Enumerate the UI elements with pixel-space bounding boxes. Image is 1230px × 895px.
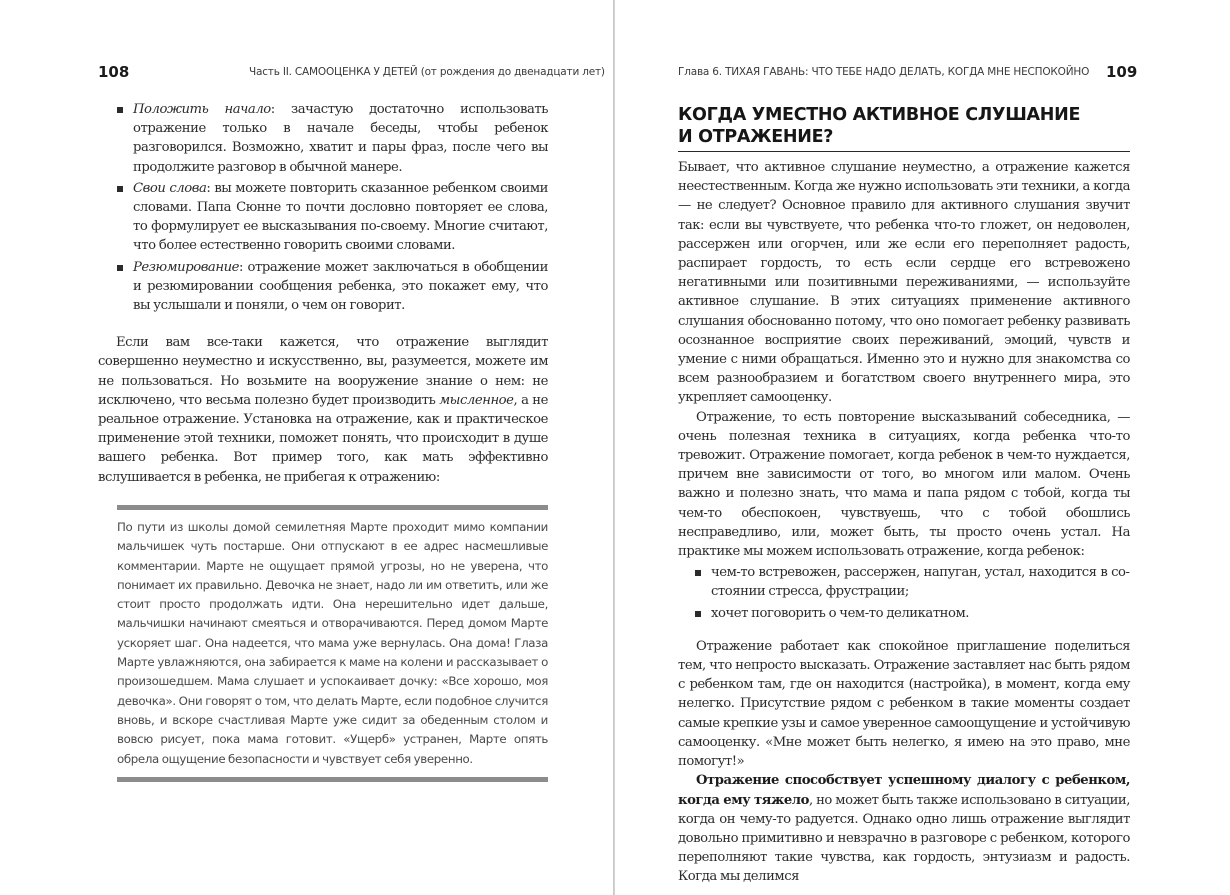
square-bullet-icon	[117, 186, 123, 192]
square-bullet-icon	[117, 265, 123, 271]
paragraph-bold-lead: Отражение способствует успешному диалогу с ребенком, когда ему тяжело	[678, 773, 1130, 808]
body-paragraph	[98, 333, 548, 487]
situation-list	[678, 563, 1130, 623]
list-item-term: Резюмирование	[133, 259, 239, 275]
body-paragraph: Бывает, что активное слушание неуместно, а отражение кажется неестественным. Когда же нужно использовать эти техники, а когда — не следует? Основное правило для активного слушания звучит так: если вы чувствуете, что ребенка что-то гложет, он недоволен, рассержен или огорчен, или же если его переполняет радость, распирает гордость, то есть если сердце его встревожено негативными или позитивными переживаниями, — используйте активное слушание. В этих ситуациях применение активного слушания обоснованно потому, что оно помогает ребенку развивать осознанное восприятие своих переживаний, эмоций, чувств и умение с ними обращаться. Именно это и нужно для знакомства со всем разнообразием и богатством своего внутреннего мира, это укрепляет самооценку.	[678, 160, 1130, 406]
body-paragraph	[678, 771, 1130, 886]
right-body	[678, 104, 1130, 887]
list-item	[98, 179, 548, 256]
section-title-line: И ОТРАЖЕНИЕ?	[678, 127, 834, 147]
paragraph-text: , а не реальное отражение. Установка на отражение, как и практическое применение этой техники, поможет понять, что происходит в душе вашего ребенка. Вот пример того, как мать эффективно вслушивается в ребенка, не прибегая к отражению:	[98, 392, 548, 485]
list-item-text: : зачастую достаточно использовать отражение только в начале беседы, чтобы ребенок разговорился. Возможно, хватит и пары фраз, после чего вы продолжите разговор в обычной манере.	[133, 102, 549, 175]
list-item	[678, 604, 1130, 623]
example-box	[117, 505, 548, 782]
list-item	[98, 258, 548, 316]
list-item-text: хочет поговорить о чем-то деликатном.	[711, 605, 970, 621]
list-item	[98, 100, 548, 177]
square-bullet-icon	[695, 611, 701, 617]
right-text	[678, 158, 1130, 887]
right-page	[615, 0, 1230, 895]
example-box-text: По пути из школы домой семилетняя Марте проходит мимо компании мальчишек чуть постарше. Они отпускают в ее адрес насмешливые комментарии. Марте не ощущает прямой угрозы, но не уверена, что понимает их правильно. Девочка не знает, надо ли им ответить, или же стоит просто продолжать идти. Она нерешительно идет дальше, мальчишки начинают смеяться и отворачиваются. Перед домом Марте ускоряет шаг. Она надеется, что мама уже вернулась. Она дома! Глаза Марте увлажняются, она забирается к маме на колени и рассказывает о произошедшем. Мама слушает и успокаивает дочку: «Все хорошо, моя девочка». Они говорят о том, что делать Марте, если подобное случится вновь, и вскоре счастливая Марте уже сидит за обеденным столом и вовсю рисует, пока мама готовит. «Ущерб» устранен, Марте опять обрела ощущение безопасности и чувствует себя уверенно.	[117, 520, 548, 766]
technique-list	[98, 100, 548, 315]
running-head-right: Глава 6. ТИХАЯ ГАВАНЬ: ЧТО ТЕБЕ НАДО ДЕЛАТЬ, КОГДА МНЕ НЕСПОКОЙНО	[678, 66, 1090, 78]
page-number-right: 109	[1106, 63, 1138, 81]
paragraph-emphasis: мысленное	[439, 392, 514, 408]
paragraph-text: Если вам все-таки кажется, что отражение выглядит совершенно неуместно и искусственно, вы, разумеется, можете им не пользоваться. Но возьмите на вооружение знание о нем: не исключено, что весьма полезно будет производить	[98, 335, 548, 408]
body-paragraph: Отражение, то есть повторение высказываний собеседника, — очень полезная техника в ситуациях, когда ребенка что-то тревожит. Отражение помогает, когда ребенок в чем-то нуждается, причем вне зависимости от того, во многом или малом. Очень важно и полезно знать, что мама и папа рядом с тобой, когда ты чем-то обеспокоен, чувствуешь, что с тобой обошлись несправедливо, или, может быть, ты просто очень устал. На практике мы можем использовать отражение, когда ребенок:	[678, 409, 1130, 560]
square-bullet-icon	[695, 570, 701, 576]
list-item	[678, 563, 1130, 601]
square-bullet-icon	[117, 107, 123, 113]
list-item-term: Свои слова	[133, 180, 207, 196]
list-item-text: : вы можете повторить сказанное ребенком своими словами. Папа Сюнне то почти дословно повторяет ее слова, то формулирует ее высказывания по-своему. Многие считают, что более естественно говорить своими словами.	[133, 180, 549, 254]
list-item-term: Положить начало	[133, 102, 271, 117]
section-title-line: КОГДА УМЕСТНО АКТИВНОЕ СЛУШАНИЕ	[678, 105, 1081, 125]
paragraph-text: , но может быть также использовано в ситуации, когда он чему-то радуется. Однако одно лишь отражение выглядит довольно примитивно и невзрачно в разговоре с ребенком, которого переполняют такие чувства, как гордость, энтузиазм и радость. Когда мы делимся	[678, 792, 1130, 885]
page-number-left: 108	[98, 63, 130, 81]
running-head-left: Часть II. САМООЦЕНКА У ДЕТЕЙ (от рождения до двенадцати лет)	[249, 66, 605, 78]
list-item-text: : отражение может заключаться в обобщении и резюмировании сообщения ребенка, это покажет ему, что вы услышали и поняли, о чем он говорит.	[133, 259, 548, 314]
list-item-text: чем-то встревожен, рассержен, напуган, устал, находится в состоянии стресса, фрустрации;	[711, 565, 1130, 600]
left-page	[0, 0, 613, 895]
box-bottom-rule	[117, 777, 548, 782]
section-title	[678, 104, 1130, 152]
body-paragraph: Отражение работает как спокойное приглашение поделиться тем, что непросто высказать. Отражение заставляет нас быть рядом с ребенком там, где он находится (настройка), в момент, когда ему нелегко. Присутствие рядом с ребенком в такие моменты создает самые крепкие узы и самое уверенное самоощущение и устойчивую самооценку. «Мне может быть нелегко, я имею на это право, мне помогут!»	[678, 638, 1130, 770]
left-body	[98, 100, 548, 487]
